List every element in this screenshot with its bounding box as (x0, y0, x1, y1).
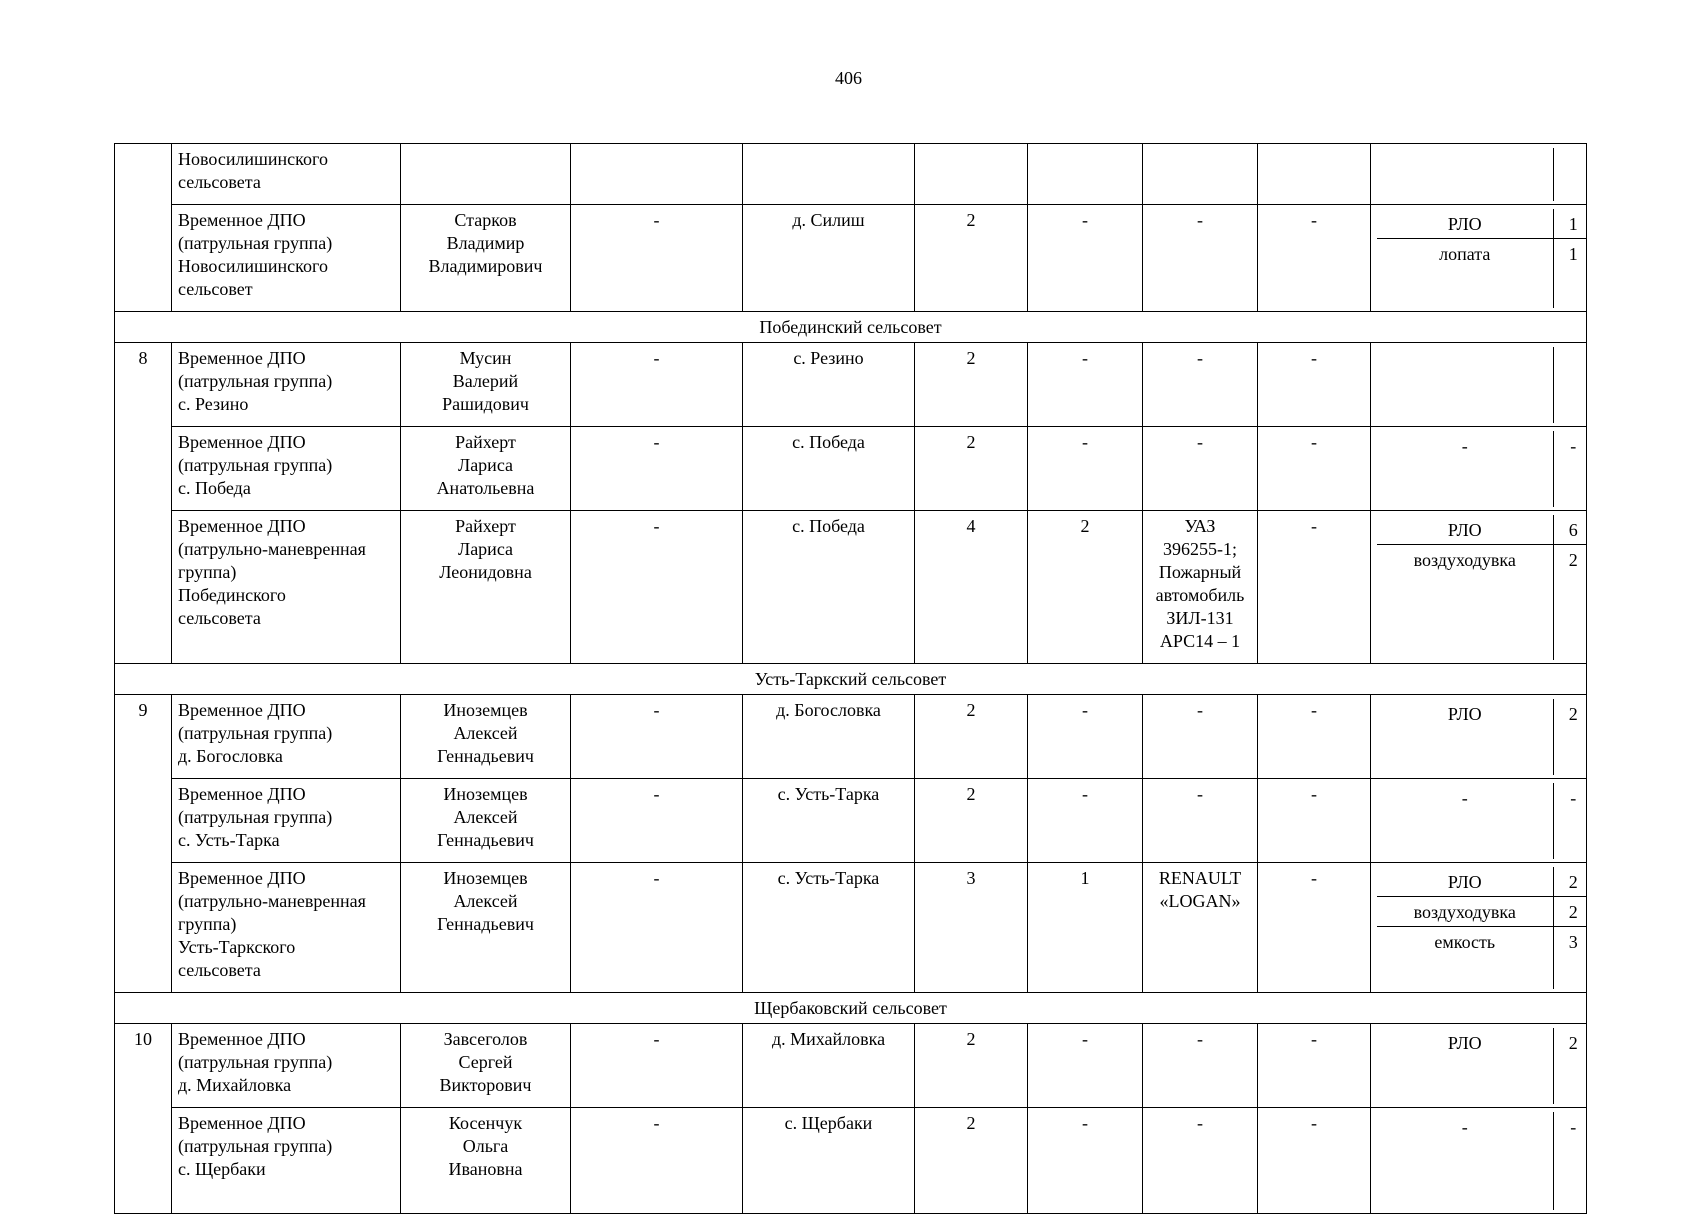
table-row (115, 205, 1587, 312)
responsible-person-cell: Старков Владимир Владимирович (401, 205, 571, 312)
personnel-count-cell: 2 (915, 427, 1028, 511)
col3-cell: - (571, 1108, 743, 1214)
equipment-qty (1553, 148, 1587, 201)
equipment-cell (1371, 779, 1587, 863)
equipment-qty: 1 (1553, 239, 1587, 309)
location-cell: д. Силиш (743, 205, 915, 312)
equipment-cell (1371, 695, 1587, 779)
col8-cell: - (1258, 205, 1371, 312)
equipment-qty: - (1553, 783, 1587, 859)
table-row (115, 1108, 1587, 1214)
equipment-list (1377, 148, 1587, 201)
equipment-item (1377, 927, 1587, 990)
equipment-list (1377, 1028, 1587, 1104)
col3-cell: - (571, 1024, 743, 1108)
equipment-name (1377, 148, 1553, 201)
section-heading: Щербаковский сельсовет (115, 993, 1587, 1024)
personnel-count-cell: 2 (915, 205, 1028, 312)
vehicles-count-cell: - (1028, 427, 1143, 511)
equipment-qty: 1 (1553, 209, 1587, 239)
equipment-item (1377, 209, 1587, 239)
table-row (115, 695, 1587, 779)
col3-cell: - (571, 427, 743, 511)
location-cell: с. Победа (743, 427, 915, 511)
equipment-name: РЛО (1447, 704, 1482, 724)
equipment-list (1377, 515, 1587, 660)
equipment-name: РЛО (1447, 1033, 1482, 1053)
personnel-count-cell: 2 (915, 1024, 1028, 1108)
equipment-cell (1371, 144, 1587, 205)
responsible-person-cell: Иноземцев Алексей Геннадьевич (401, 779, 571, 863)
equipment-cell (1371, 863, 1587, 993)
location-cell: д. Михайловка (743, 1024, 915, 1108)
col3-cell: - (571, 863, 743, 993)
location-cell: с. Резино (743, 343, 915, 427)
unit-name-cell: Временное ДПО (патрульно-маневренная группа) Усть-Таркского сельсовета (172, 863, 401, 993)
responsible-person-cell: Мусин Валерий Рашидович (401, 343, 571, 427)
location-cell: с. Щербаки (743, 1108, 915, 1214)
col8-cell: - (1258, 1108, 1371, 1214)
location-cell: с. Усть-Тарка (743, 863, 915, 993)
section-row (115, 993, 1587, 1024)
unit-name-cell: Временное ДПО (патрульная группа) Новосилишинского сельсовет (172, 205, 401, 312)
equipment-item (1377, 347, 1587, 423)
personnel-count-cell: 2 (915, 779, 1028, 863)
equipment-cell (1371, 1024, 1587, 1108)
equipment-item (1377, 867, 1587, 897)
personnel-count-cell: 4 (915, 511, 1028, 664)
equipment-list (1377, 867, 1587, 989)
location-cell (743, 144, 915, 205)
equipment-item (1377, 1112, 1587, 1210)
table-row (115, 427, 1587, 511)
equipment-cell (1371, 511, 1587, 664)
col8-cell: - (1258, 343, 1371, 427)
row-number-cell: 10 (115, 1024, 172, 1214)
equipment-list (1377, 783, 1587, 859)
vehicles-count-cell: 1 (1028, 863, 1143, 993)
row-number-cell: 9 (115, 695, 172, 993)
vehicles-count-cell (1028, 144, 1143, 205)
vehicle-models-cell: - (1143, 343, 1258, 427)
equipment-item (1377, 148, 1587, 201)
equipment-item (1377, 699, 1587, 775)
col8-cell: - (1258, 779, 1371, 863)
equipment-cell (1371, 1108, 1587, 1214)
equipment-qty: 3 (1553, 927, 1587, 990)
vehicle-models-cell: - (1143, 1108, 1258, 1214)
unit-name-cell: Временное ДПО (патрульная группа) с. Победа (172, 427, 401, 511)
equipment-qty: - (1553, 1112, 1587, 1210)
col3-cell (571, 144, 743, 205)
vehicle-models-cell: - (1143, 205, 1258, 312)
vehicle-models-cell: - (1143, 779, 1258, 863)
section-row (115, 664, 1587, 695)
table-row (115, 779, 1587, 863)
equipment-cell (1371, 205, 1587, 312)
personnel-count-cell (915, 144, 1028, 205)
vehicles-count-cell: - (1028, 779, 1143, 863)
equipment-name: РЛО (1377, 515, 1553, 545)
vehicle-models-cell: - (1143, 1024, 1258, 1108)
col8-cell: - (1258, 1024, 1371, 1108)
responsible-person-cell (401, 144, 571, 205)
vehicles-count-cell: - (1028, 205, 1143, 312)
personnel-count-cell: 3 (915, 863, 1028, 993)
col8-cell: - (1258, 511, 1371, 664)
col8-cell: - (1258, 863, 1371, 993)
vehicles-count-cell: 2 (1028, 511, 1143, 664)
row-number-cell (115, 144, 172, 312)
equipment-qty: - (1553, 431, 1587, 507)
equipment-list (1377, 209, 1587, 308)
fire-units-table (114, 143, 1587, 1214)
vehicles-count-cell: - (1028, 343, 1143, 427)
col8-cell (1258, 144, 1371, 205)
vehicles-count-cell: - (1028, 1108, 1143, 1214)
equipment-qty: 2 (1553, 867, 1587, 897)
table-row (115, 144, 1587, 205)
equipment-list (1377, 699, 1587, 775)
equipment-cell (1371, 343, 1587, 427)
section-heading: Усть-Таркский сельсовет (115, 664, 1587, 695)
responsible-person-cell: Райхерт Лариса Анатольевна (401, 427, 571, 511)
personnel-count-cell: 2 (915, 343, 1028, 427)
vehicles-count-cell: - (1028, 695, 1143, 779)
row-number-cell: 8 (115, 343, 172, 664)
equipment-name (1377, 347, 1553, 423)
unit-name-cell: Новосилишинского сельсовета (172, 144, 401, 205)
equipment-name: РЛО (1377, 209, 1553, 239)
location-cell: д. Богословка (743, 695, 915, 779)
section-row (115, 312, 1587, 343)
equipment-item (1377, 239, 1587, 309)
responsible-person-cell: Райхерт Лариса Леонидовна (401, 511, 571, 664)
unit-name-cell: Временное ДПО (патрульно-маневренная группа) Побединского сельсовета (172, 511, 401, 664)
col8-cell: - (1258, 695, 1371, 779)
vehicle-models-cell: УАЗ 396255-1; Пожарный автомобиль ЗИЛ-131 АРС14 – 1 (1143, 511, 1258, 664)
equipment-item (1377, 515, 1587, 545)
equipment-qty: 2 (1553, 699, 1587, 775)
equipment-item (1377, 1028, 1587, 1104)
vehicle-models-cell: - (1143, 427, 1258, 511)
vehicle-models-cell: RENAULT «LOGAN» (1143, 863, 1258, 993)
table-row (115, 511, 1587, 664)
unit-name-cell: Временное ДПО (патрульная группа) с. Резино (172, 343, 401, 427)
col3-cell: - (571, 205, 743, 312)
equipment-qty: 2 (1553, 1028, 1587, 1104)
table-row (115, 863, 1587, 993)
equipment-item (1377, 431, 1587, 507)
equipment-name: емкость (1434, 932, 1496, 952)
unit-name-cell: Временное ДПО (патрульная группа) д. Михайловка (172, 1024, 401, 1108)
equipment-name: - (1461, 1117, 1468, 1137)
location-cell: с. Усть-Тарка (743, 779, 915, 863)
equipment-name: - (1461, 788, 1468, 808)
equipment-name: РЛО (1377, 867, 1553, 897)
equipment-cell (1371, 427, 1587, 511)
equipment-item (1377, 897, 1587, 927)
col3-cell: - (571, 779, 743, 863)
responsible-person-cell: Иноземцев Алексей Геннадьевич (401, 863, 571, 993)
equipment-qty: 2 (1553, 897, 1587, 927)
location-cell: с. Победа (743, 511, 915, 664)
equipment-qty: 2 (1553, 545, 1587, 661)
responsible-person-cell: Косенчук Ольга Ивановна (401, 1108, 571, 1214)
equipment-qty: 6 (1553, 515, 1587, 545)
unit-name-cell: Временное ДПО (патрульная группа) с. Усть-Тарка (172, 779, 401, 863)
equipment-item (1377, 545, 1587, 661)
equipment-item (1377, 783, 1587, 859)
page-number: 406 (835, 68, 862, 88)
personnel-count-cell: 2 (915, 1108, 1028, 1214)
equipment-name: лопата (1439, 244, 1491, 264)
col3-cell: - (571, 511, 743, 664)
vehicle-models-cell: - (1143, 695, 1258, 779)
section-heading: Побединский сельсовет (115, 312, 1587, 343)
responsible-person-cell: Завсеголов Сергей Викторович (401, 1024, 571, 1108)
vehicles-count-cell: - (1028, 1024, 1143, 1108)
equipment-qty (1553, 347, 1587, 423)
equipment-list (1377, 347, 1587, 423)
table-row (115, 343, 1587, 427)
vehicle-models-cell (1143, 144, 1258, 205)
responsible-person-cell: Иноземцев Алексей Геннадьевич (401, 695, 571, 779)
col8-cell: - (1258, 427, 1371, 511)
equipment-list (1377, 431, 1587, 507)
personnel-count-cell: 2 (915, 695, 1028, 779)
equipment-name: воздуходувка (1413, 550, 1516, 570)
table-row (115, 1024, 1587, 1108)
equipment-name: воздуходувка (1377, 897, 1553, 927)
unit-name-cell: Временное ДПО (патрульная группа) с. Щербаки (172, 1108, 401, 1214)
equipment-name: - (1461, 436, 1468, 456)
unit-name-cell: Временное ДПО (патрульная группа) д. Богословка (172, 695, 401, 779)
col3-cell: - (571, 343, 743, 427)
col3-cell: - (571, 695, 743, 779)
equipment-list (1377, 1112, 1587, 1210)
